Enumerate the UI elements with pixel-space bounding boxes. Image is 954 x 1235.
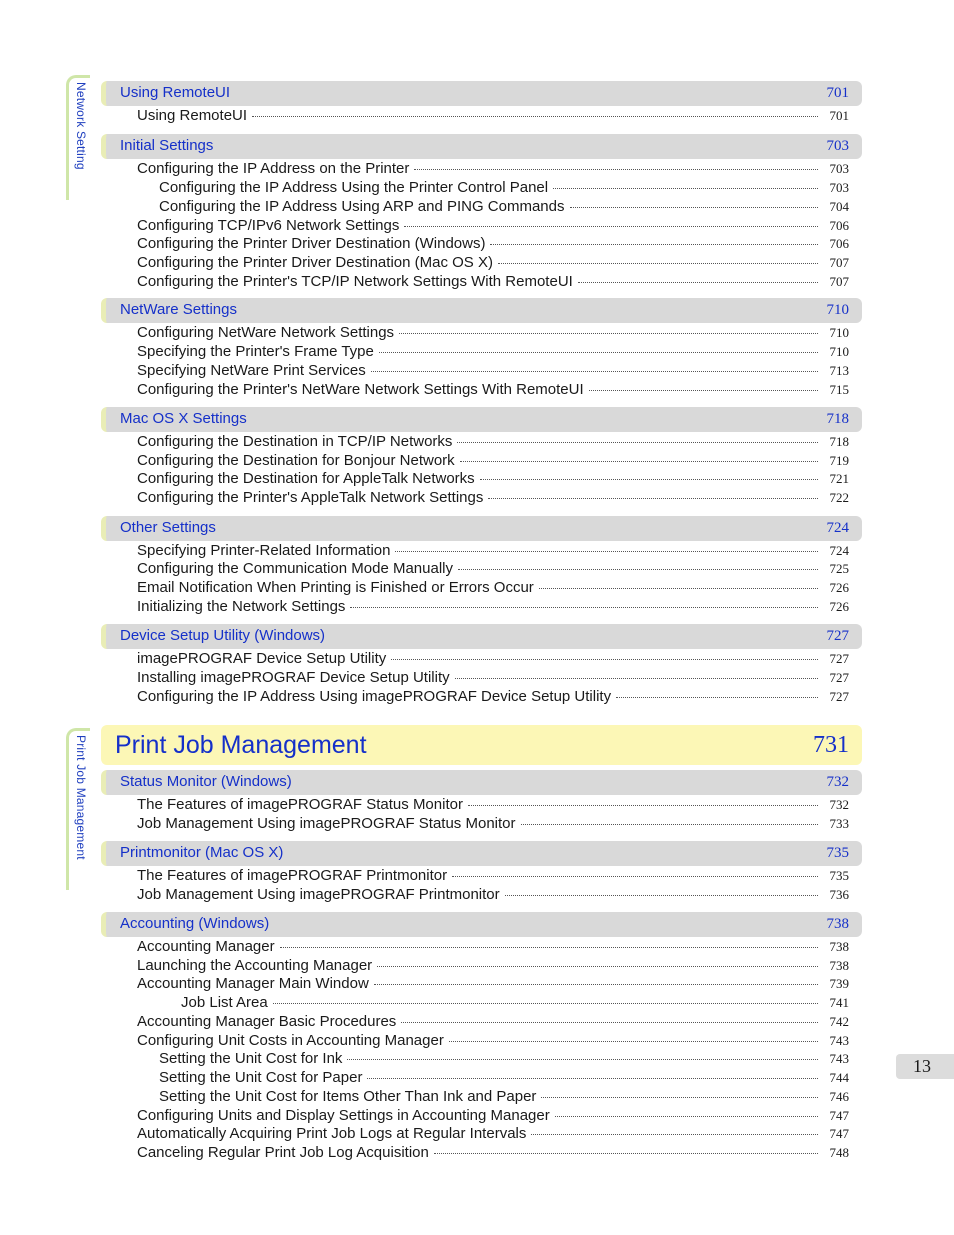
toc-entry[interactable] [137,433,849,452]
toc-entry-label: The Features of imagePROGRAF Printmonitor [137,867,448,884]
toc-entry-page: 710 [829,344,849,359]
dot-leader [404,226,818,227]
dot-leader [589,390,818,391]
toc-entry-label: Configuring the IP Address Using the Printer Control Panel [159,179,549,196]
toc-entry-page: 706 [829,236,849,251]
toc-entry-page: 710 [829,325,849,340]
toc-entry[interactable] [137,273,849,292]
toc-entry-label: Configuring the Communication Mode Manually [137,560,453,577]
toc-entry-page: 715 [829,382,849,397]
toc-entry[interactable] [159,179,849,198]
toc-entry-page: 713 [829,363,849,378]
side-tab-label: Network Setting [74,82,88,170]
toc-entry-label: Automatically Acquiring Print Job Logs at Regular Intervals [137,1125,527,1142]
toc-entry[interactable] [137,957,849,976]
toc-entry[interactable] [137,579,849,598]
section-header-printmonitor[interactable] [101,841,862,866]
dot-leader [414,169,818,170]
dot-leader [379,352,818,353]
toc-entry[interactable] [137,938,849,957]
section-page: 732 [826,774,849,790]
section-title: Other Settings [120,519,216,536]
section-header-initial-settings[interactable] [101,134,862,159]
toc-entry-label: Email Notification When Printing is Finished or Errors Occur [137,579,534,596]
section-page: 703 [826,138,849,154]
toc-entry[interactable] [137,975,849,994]
dot-leader [468,805,818,806]
toc-entry[interactable] [137,217,849,236]
toc-entry-label: Specifying Printer-Related Information [137,542,391,559]
toc-entry-label: Installing imagePROGRAF Device Setup Utility [137,669,450,686]
toc-entry-page: 719 [829,453,849,468]
toc-entry[interactable] [137,1125,849,1144]
dot-leader [371,371,818,372]
section-header-using-remoteui[interactable] [101,81,862,106]
toc-entry-page: 742 [829,1014,849,1029]
dot-leader [553,188,818,189]
chapter-title: Print Job Management [115,731,367,759]
toc-entry[interactable] [137,796,849,815]
section-page: 738 [826,916,849,932]
dot-leader [555,1116,818,1117]
toc-entry-label: Job List Area [181,994,268,1011]
section-title: Initial Settings [120,137,214,154]
toc-entry-page: 738 [829,939,849,954]
section-title: Printmonitor (Mac OS X) [120,844,284,861]
section-page: 718 [826,411,849,427]
dot-leader [498,263,818,264]
chapter-header-print-job-management[interactable] [101,725,862,765]
dot-leader [505,895,818,896]
toc-entry[interactable] [137,107,849,126]
toc-entry-page: 743 [829,1051,849,1066]
toc-entry-page: 707 [829,255,849,270]
side-tab-print-job-management[interactable] [66,728,90,890]
dot-leader [347,1059,818,1060]
section-title: Mac OS X Settings [120,410,247,427]
dot-leader [273,1003,818,1004]
toc-entry[interactable] [137,1032,849,1051]
toc-entry[interactable] [137,381,849,400]
toc-entry[interactable] [159,1088,849,1107]
toc-entry[interactable] [137,452,849,471]
toc-entry[interactable] [137,560,849,579]
toc-entry-label: Setting the Unit Cost for Paper [159,1069,363,1086]
section-header-mac-os-x-settings[interactable] [101,407,862,432]
dot-leader [401,1022,818,1023]
dot-leader [570,207,819,208]
dot-leader [541,1097,818,1098]
toc-entry-label: Configuring Units and Display Settings in Accounting Manager [137,1107,550,1124]
dot-leader [252,116,818,117]
toc-entry-page: 724 [829,543,849,558]
toc-entry-label: Configuring the Destination in TCP/IP Networks [137,433,453,450]
toc-entry[interactable] [137,815,849,834]
toc-entry-label: Configuring TCP/IPv6 Network Settings [137,217,400,234]
toc-entry-page: 726 [829,599,849,614]
toc-entry-page: 727 [829,651,849,666]
toc-entry-label: Configuring the Printer's NetWare Network Settings With RemoteUI [137,381,584,398]
toc-entry-page: 738 [829,958,849,973]
toc-entry-page: 703 [829,180,849,195]
toc-entry-page: 701 [829,108,849,123]
dot-leader [488,498,818,499]
toc-entry-page: 732 [829,797,849,812]
toc-entry-page: 747 [829,1108,849,1123]
toc-entry-label: Configuring the IP Address on the Printer [137,160,410,177]
toc-entry-page: 721 [829,471,849,486]
toc-entry-label: Configuring the Printer Driver Destination (Mac OS X) [137,254,493,271]
dot-leader [391,659,818,660]
dot-leader [460,461,818,462]
toc-entry[interactable] [137,688,849,707]
toc-entry-label: Configuring the Printer's TCP/IP Network Settings With RemoteUI [137,273,573,290]
toc-entry[interactable] [137,470,849,489]
toc-entry[interactable] [181,994,849,1013]
dot-leader [395,551,818,552]
section-title: Accounting (Windows) [120,915,270,932]
toc-entry-label: Using RemoteUI [137,107,248,124]
toc-entry[interactable] [137,650,849,669]
chapter-page: 731 [813,732,849,758]
dot-leader [539,588,818,589]
toc-entry[interactable] [137,324,849,343]
dot-leader [367,1078,818,1079]
dot-leader [452,876,818,877]
toc-entry-label: Configuring the IP Address Using imagePROGRAF Device Setup Utility [137,688,612,705]
toc-entry-page: 704 [829,199,849,214]
toc-entry[interactable] [137,254,849,273]
toc-entry-label: Configuring NetWare Network Settings [137,324,395,341]
dot-leader [377,966,818,967]
dot-leader [521,824,819,825]
toc-entry-label: Accounting Manager Basic Procedures [137,1013,397,1030]
toc-entry[interactable] [137,542,849,561]
toc-entry[interactable] [137,235,849,254]
dot-leader [458,569,818,570]
toc-entry-label: Configuring the Destination for Bonjour Network [137,452,455,469]
toc-entry-label: Canceling Regular Print Job Log Acquisition [137,1144,429,1161]
toc-entry-page: 727 [829,689,849,704]
section-page: 724 [826,520,849,536]
section-page: 710 [826,302,849,318]
toc-entry-label: The Features of imagePROGRAF Status Monitor [137,796,463,813]
toc-entry-label: Configuring the Destination for AppleTalk Networks [137,470,475,487]
section-title: NetWare Settings [120,301,237,318]
section-page: 727 [826,628,849,644]
page-number-tab [896,1054,954,1079]
toc-entry-page: 726 [829,580,849,595]
toc-entry-page: 735 [829,868,849,883]
section-title: Device Setup Utility (Windows) [120,627,326,644]
toc-entry[interactable] [159,1050,849,1069]
toc-entry-label: Accounting Manager Main Window [137,975,369,992]
toc-entry[interactable] [137,1013,849,1032]
toc-entry-page: 741 [829,995,849,1010]
toc-entry-label: Launching the Accounting Manager [137,957,373,974]
dot-leader [480,479,818,480]
toc-entry[interactable] [137,343,849,362]
dot-leader [531,1134,818,1135]
section-header-netware-settings[interactable] [101,298,862,323]
toc-entry-label: Setting the Unit Cost for Items Other Than Ink and Paper [159,1088,537,1105]
section-header-accounting[interactable] [101,912,862,937]
toc-entry[interactable] [137,669,849,688]
toc-entry-page: 746 [829,1089,849,1104]
section-page: 735 [826,845,849,861]
toc-entry-label: Job Management Using imagePROGRAF Status Monitor [137,815,516,832]
toc-entry-page: 727 [829,670,849,685]
toc-entry-label: Specifying the Printer's Frame Type [137,343,374,360]
toc-entry[interactable] [137,489,849,508]
dot-leader [616,697,818,698]
section-page: 701 [826,85,849,101]
toc-entry[interactable] [137,598,849,617]
dot-leader [490,244,818,245]
toc-entry-label: Initializing the Network Settings [137,598,346,615]
toc-entry-page: 744 [829,1070,849,1085]
section-title: Status Monitor (Windows) [120,773,292,790]
toc-entry-label: Configuring Unit Costs in Accounting Manager [137,1032,444,1049]
toc-entry[interactable] [137,886,849,905]
dot-leader [374,984,818,985]
dot-leader [578,282,818,283]
toc-entry[interactable] [137,867,849,886]
toc-entry[interactable] [137,160,849,179]
toc-entry-label: Configuring the Printer's AppleTalk Network Settings [137,489,484,506]
section-title: Using RemoteUI [120,84,231,101]
toc-entry-label: Setting the Unit Cost for Ink [159,1050,343,1067]
toc-entry[interactable] [137,1144,849,1163]
toc-entry-label: Configuring the IP Address Using ARP and PING Commands [159,198,565,215]
toc-entry[interactable] [159,198,849,217]
toc-entry-label: Specifying NetWare Print Services [137,362,366,379]
toc-entry-page: 718 [829,434,849,449]
toc-entry-page: 706 [829,218,849,233]
dot-leader [280,947,818,948]
toc-entry-page: 748 [829,1145,849,1160]
toc-entry-page: 733 [829,816,849,831]
toc-entry[interactable] [137,362,849,381]
section-header-other-settings[interactable] [101,516,862,541]
toc-entry-page: 739 [829,976,849,991]
dot-leader [399,333,818,334]
toc-entry-page: 722 [829,490,849,505]
toc-entry-page: 707 [829,274,849,289]
dot-leader [455,678,818,679]
section-header-device-setup-utility[interactable] [101,624,862,649]
section-header-status-monitor[interactable] [101,770,862,795]
toc-entry-label: Job Management Using imagePROGRAF Printmonitor [137,886,500,903]
dot-leader [434,1153,818,1154]
dot-leader [457,442,818,443]
toc-entry-label: Accounting Manager [137,938,275,955]
toc-entry-page: 703 [829,161,849,176]
side-tab-label: Print Job Management [74,735,88,860]
toc-entry-label: imagePROGRAF Device Setup Utility [137,650,387,667]
toc-entry[interactable] [137,1107,849,1126]
toc-entry-page: 743 [829,1033,849,1048]
dot-leader [350,607,818,608]
page-number: 13 [913,1056,931,1076]
toc-entry[interactable] [159,1069,849,1088]
toc-entry-page: 736 [829,887,849,902]
toc-entry-label: Configuring the Printer Driver Destination (Windows) [137,235,486,252]
toc-entry-page: 747 [829,1126,849,1141]
side-tab-network-setting[interactable] [66,75,90,200]
toc-entry-page: 725 [829,561,849,576]
dot-leader [449,1041,818,1042]
